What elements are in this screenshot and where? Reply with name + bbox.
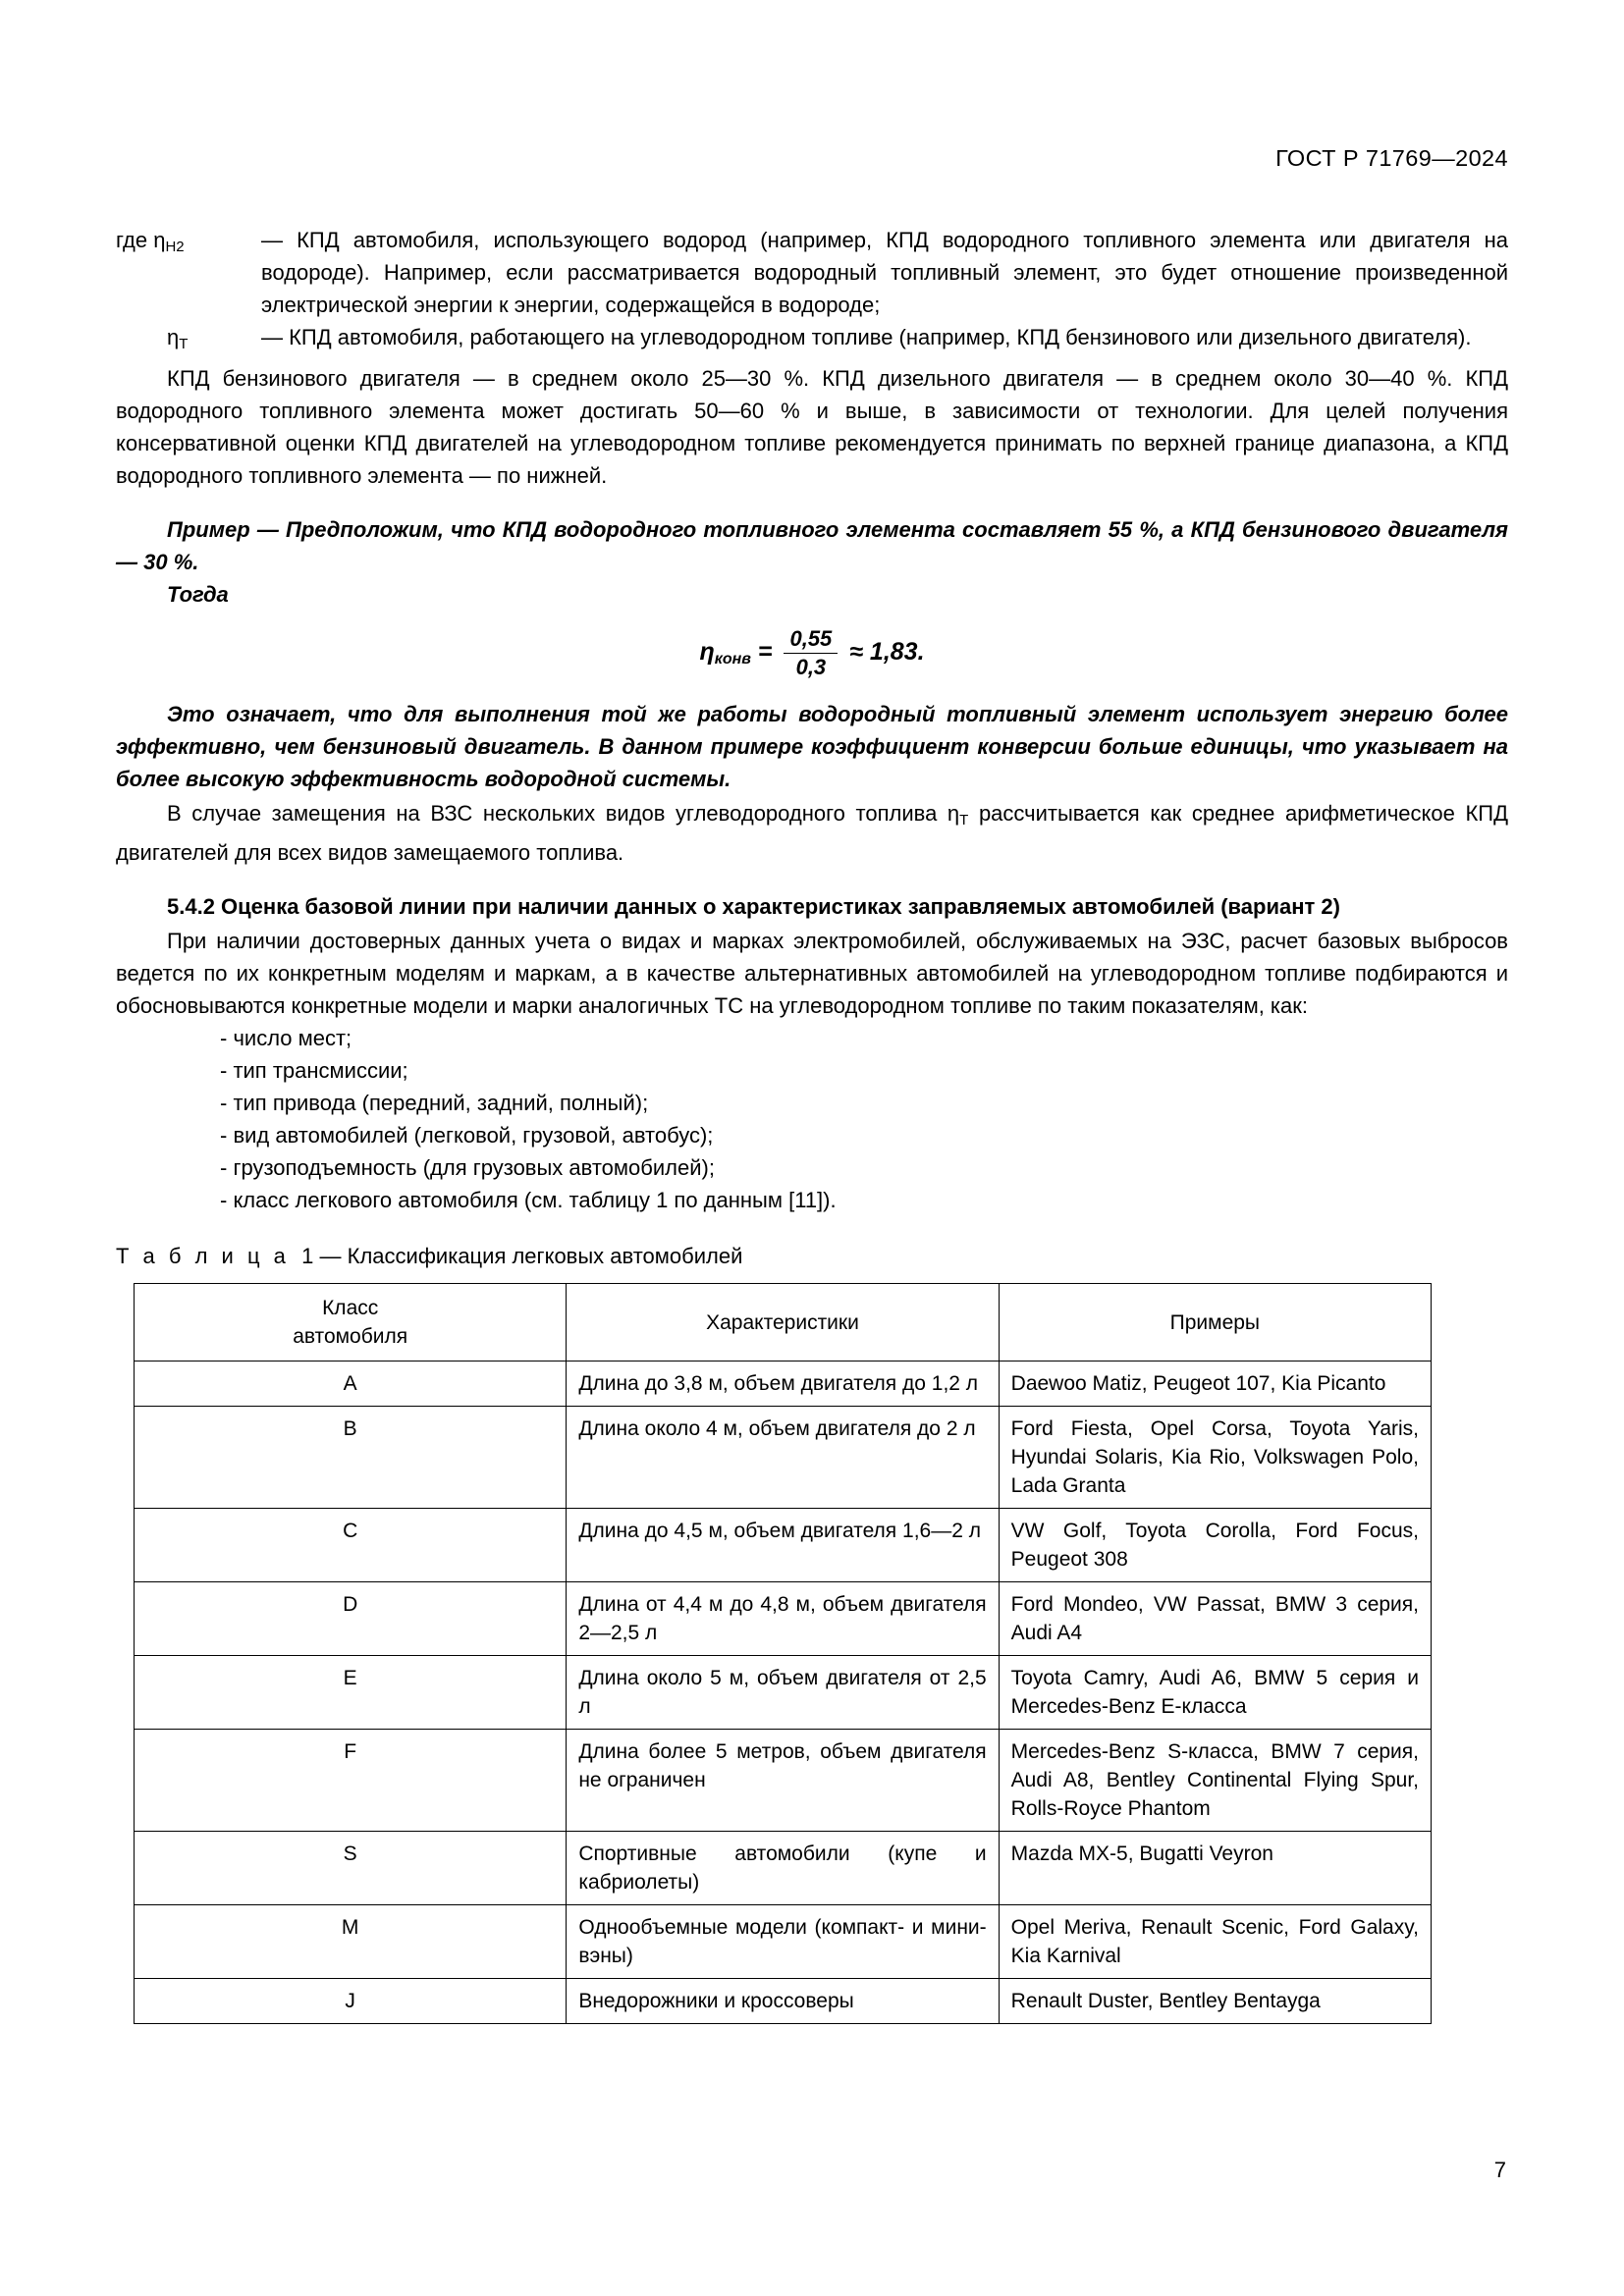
page-content: [116, 224, 1508, 2024]
column-header-class-line1: Класс: [322, 1297, 379, 1319]
section-heading-5-4-2: 5.4.2 Оценка базовой линии при наличии данных о характеристиках заправляемых автомобилей (вариант 2): [167, 894, 1340, 919]
cell-characteristics: Спортивные автомобили (купе и кабриолеты): [567, 1832, 999, 1905]
cell-class: F: [135, 1730, 567, 1832]
cell-characteristics: Внедорожники и кроссоверы: [567, 1979, 999, 2024]
definition-item: [116, 321, 1508, 360]
table-row: [135, 1509, 1432, 1582]
formula-fraction: [784, 626, 838, 680]
formula-conversion-coefficient: [116, 626, 1508, 680]
definition-symbol-subscript: H2: [165, 239, 185, 255]
page-number: 7: [1493, 2158, 1506, 2182]
table-row: [135, 1730, 1432, 1832]
cell-class: C: [135, 1509, 567, 1582]
formula-lhs: $\eta_{конв}$: [699, 638, 751, 668]
column-header-class: [135, 1284, 567, 1362]
list-item: - вид автомобилей (легковой, грузовой, автобус);: [220, 1123, 714, 1148]
paragraph-multiple-fuels-before: В случае замещения на ВЗС нескольких видов углеводородного топлива η: [167, 801, 960, 826]
formula-equals: =: [757, 638, 773, 667]
column-header-examples: Примеры: [999, 1284, 1431, 1362]
table-row: [135, 1905, 1432, 1979]
column-header-class-line2: автомобиля: [293, 1325, 408, 1348]
example-intro: Пример — Предположим, что КПД водородного топливного элемента составляет 55 %, а КПД бензинового двигателя — 30 %.: [116, 517, 1508, 574]
cell-class: J: [135, 1979, 567, 2024]
paragraph-baseline-variant2: При наличии достоверных данных учета о видах и марках электромобилей, обслуживаемых на ЭЗС, расчет базовых выбросов ведется по их конкретным моделям и маркам, а в качестве альтернативных автомобилей на углеводородном топливе подбираются и обосновываются конкретные модели и марки аналогичных ТС на углеводородном топливе по таким показателям, как:: [116, 929, 1508, 1018]
definition-symbol: где $\eta_{H2}$: [116, 228, 185, 255]
cell-examples: Toyota Camry, Audi A6, BMW 5 серия и Mercedes-Benz E-класса: [999, 1656, 1431, 1730]
cell-characteristics: Однообъемные модели (компакт- и мини-вэны): [567, 1905, 999, 1979]
cell-examples: VW Golf, Toyota Corolla, Ford Focus, Peugeot 308: [999, 1509, 1431, 1582]
cell-characteristics: Длина более 5 метров, объем двигателя не ограничен: [567, 1730, 999, 1832]
cell-characteristics: Длина до 4,5 м, объем двигателя 1,6—2 л: [567, 1509, 999, 1582]
list-item: - тип трансмиссии;: [220, 1058, 408, 1083]
table-row: [135, 1656, 1432, 1730]
paragraph-multiple-fuels-after: рассчитывается как среднее арифметическое КПД двигателей для всех видов замещаемого топлива.: [116, 801, 1509, 865]
cell-examples: Opel Meriva, Renault Scenic, Ford Galaxy, Kia Karnival: [999, 1905, 1431, 1979]
cell-examples: Mercedes-Benz S-класса, BMW 7 серия, Audi A8, Bentley Continental Flying Spur, Rolls-Royce Phantom: [999, 1730, 1431, 1832]
cell-class: M: [135, 1905, 567, 1979]
table-body: [135, 1362, 1432, 2024]
definition-item: [116, 224, 1508, 321]
cell-examples: Ford Fiesta, Opel Corsa, Toyota Yaris, Hyundai Solaris, Kia Rio, Volkswagen Polo, Lada Granta: [999, 1407, 1431, 1509]
table-row: [135, 1832, 1432, 1905]
definitions-block: [116, 224, 1508, 360]
table-header: [135, 1284, 1432, 1362]
formula-denominator: 0,3: [795, 655, 827, 679]
cell-class: D: [135, 1582, 567, 1656]
cell-examples: Daewoo Matiz, Peugeot 107, Kia Picanto: [999, 1362, 1431, 1407]
page-header-standard-number: ГОСТ Р 71769—2024: [1275, 145, 1508, 171]
cell-class: S: [135, 1832, 567, 1905]
formula-result: ≈ 1,83.: [849, 638, 925, 667]
column-header-characteristics: Характеристики: [567, 1284, 999, 1362]
definition-symbol: $\eta_Т$: [167, 325, 189, 352]
list-item: - тип привода (передний, задний, полный);: [220, 1091, 649, 1115]
paragraph-multiple-fuels: [116, 797, 1508, 869]
formula-numerator: 0,55: [784, 626, 838, 654]
cell-examples: Renault Duster, Bentley Bentayga: [999, 1979, 1431, 2024]
cell-characteristics: Длина около 5 м, объем двигателя от 2,5 л: [567, 1656, 999, 1730]
cell-class: A: [135, 1362, 567, 1407]
list-item: - число мест;: [220, 1026, 352, 1050]
paragraph-multiple-fuels-subscript: Т: [959, 812, 969, 828]
list-item: - грузоподъемность (для грузовых автомобилей);: [220, 1155, 715, 1180]
table-caption-number: 1: [301, 1244, 314, 1268]
cell-characteristics: Длина от 4,4 м до 4,8 м, объем двигателя 2—2,5 л: [567, 1582, 999, 1656]
definition-text: — КПД автомобиля, использующего водород (например, КПД водородного топливного элемента или двигателя на водороде). Например, если рассматривается водородный топливный элемент, это будет отношение произведенной электрической энергии к энергии, содержащейся в водороде;: [261, 228, 1508, 317]
criteria-list: [116, 1022, 1508, 1216]
example-conclusion: Это означает, что для выполнения той же работы водородный топливный элемент использует энергию более эффективно, чем бензиновый двигатель. В данном примере коэффициент конверсии больше единицы, что указывает на более высокую эффективность водородной системы.: [116, 702, 1508, 791]
cell-class: B: [135, 1407, 567, 1509]
definition-symbol-subscript: Т: [179, 336, 189, 352]
table-row: [135, 1582, 1432, 1656]
cell-characteristics: Длина около 4 м, объем двигателя до 2 л: [567, 1407, 999, 1509]
formula-lhs-subscript: конв: [714, 651, 751, 668]
paragraph-efficiency-ranges: КПД бензинового двигателя — в среднем около 25—30 %. КПД дизельного двигателя — в среднем около 30—40 %. КПД водородного топливного элемента может достигать 50—60 % и выше, в зависимости от технологии. Для целей получения консервативной оценки КПД двигателей на углеводородном топливе рекомендуется принимать по верхней границе диапазона, а КПД водородного топливного элемента — по нижней.: [116, 366, 1508, 488]
definition-text: — КПД автомобиля, работающего на углеводородном топливе (например, КПД бензинового или дизельного двигателя).: [261, 325, 1472, 349]
table-row: [135, 1979, 1432, 2024]
cell-characteristics: Длина до 3,8 м, объем двигателя до 1,2 л: [567, 1362, 999, 1407]
cell-examples: Mazda MX-5, Bugatti Veyron: [999, 1832, 1431, 1905]
cell-class: E: [135, 1656, 567, 1730]
table-caption-label: Т а б л и ц а: [116, 1244, 290, 1268]
table-row: [135, 1362, 1432, 1407]
vehicle-classification-table: [134, 1283, 1432, 2024]
list-item: - класс легкового автомобиля (см. таблицу 1 по данным [11]).: [220, 1188, 837, 1212]
cell-examples: Ford Mondeo, VW Passat, BMW 3 серия, Audi A4: [999, 1582, 1431, 1656]
table-header-row: [135, 1284, 1432, 1362]
table-caption: [116, 1242, 1508, 1271]
table-caption-text: — Классификация легковых автомобилей: [319, 1244, 743, 1268]
table-row: [135, 1407, 1432, 1509]
example-then-label: Тогда: [167, 582, 229, 607]
